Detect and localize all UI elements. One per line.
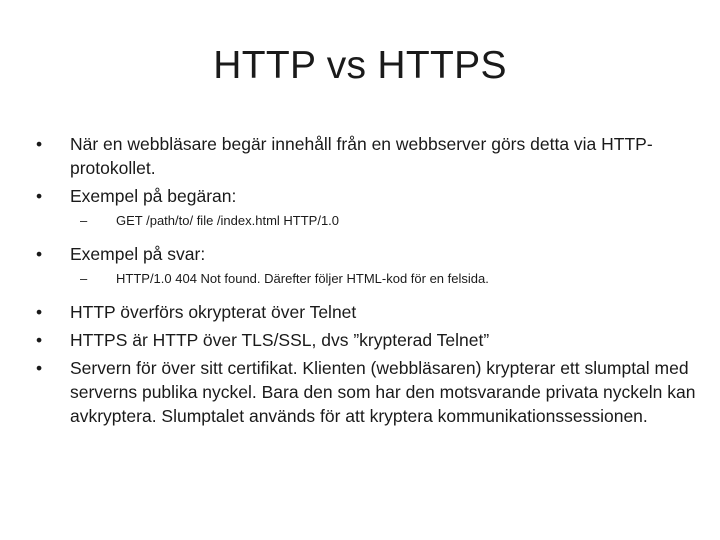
bullet-text: När en webbläsare begär innehåll från en webbserver görs detta via HTTP-protokollet. [70,134,653,178]
bullet-dot-icon: • [36,330,43,350]
sub-bullet-item [36,270,696,288]
bullet-item [36,356,696,428]
bullet-text: HTTPS är HTTP över TLS/SSL, dvs ”krypterad Telnet” [70,330,490,350]
bullet-item [36,184,696,208]
bullet-dot-icon: • [36,358,43,378]
dash-icon: – [80,213,88,228]
bullet-dot-icon: • [36,244,43,264]
bullet-item [36,300,696,324]
bullet-text: HTTP överförs okrypterat över Telnet [70,302,357,322]
sub-bullet-text: GET /path/to/ file /index.html HTTP/1.0 [116,213,340,228]
bullet-item [36,242,696,266]
dash-icon: – [80,271,88,286]
sub-bullet-text: HTTP/1.0 404 Not found. Därefter följer HTML-kod för en felsida. [116,271,489,286]
bullet-text: Servern för över sitt certifikat. Klienten (webbläsaren) krypterar ett slumptal med serverns publika nyckel. Bara den som har den motsvarande privata nyckeln kan avkryptera. Slumptalet används för att kryptera kommunikationssessionen. [70,358,696,426]
bullet-item [36,132,696,180]
bullet-text: Exempel på svar: [70,244,206,264]
slide-content [36,132,696,432]
bullet-item [36,328,696,352]
bullet-text: Exempel på begäran: [70,186,237,206]
bullet-dot-icon: • [36,186,43,206]
bullet-dot-icon: • [36,302,43,322]
bullet-dot-icon: • [36,134,43,154]
sub-bullet-item [36,212,696,230]
slide-title: HTTP vs HTTPS [213,44,507,87]
